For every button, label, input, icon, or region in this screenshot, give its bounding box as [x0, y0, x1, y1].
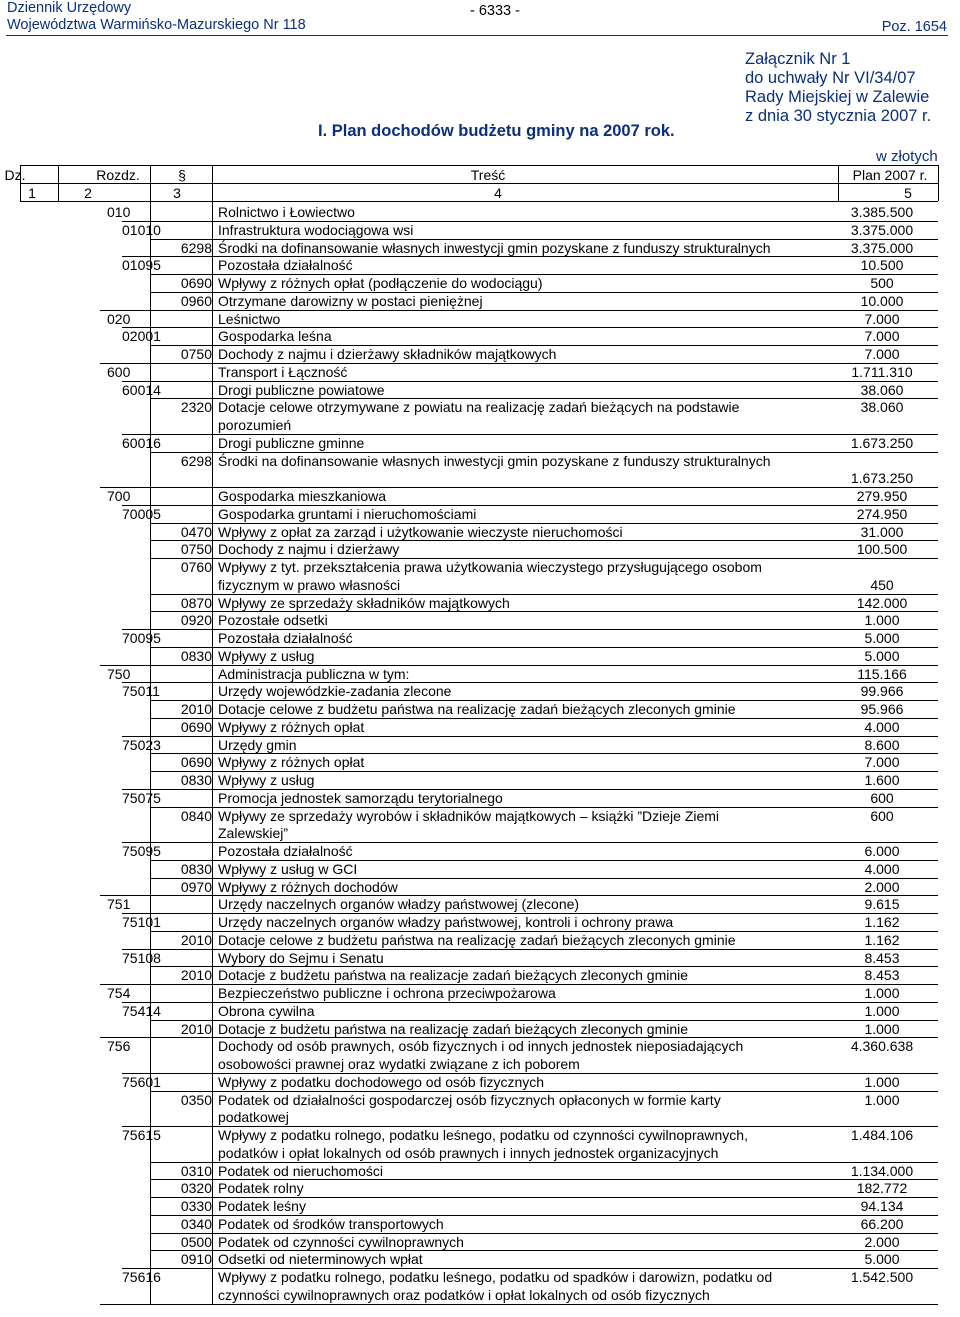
cell-rozdz: 75108 [122, 949, 161, 966]
cell-text: Środki na dofinansowanie własnych inwestycji gmin pozyskane z funduszy strukturalnych [218, 452, 771, 469]
cell-plan-value: 279.950 [856, 488, 908, 504]
cell-plan-value: 7.000 [864, 310, 900, 327]
cell-plan-value: 1.000 [864, 612, 900, 629]
cell-rozdz: 70005 [122, 505, 161, 522]
cell-paragraph: 2010 [180, 967, 212, 984]
cell-text: Gospodarka leśna [218, 328, 332, 345]
cell-rozdz: 70095 [122, 630, 161, 646]
cell-rozdz: 02001 [122, 328, 161, 345]
cell-rozdz: 75023 [122, 736, 161, 753]
cell-rozdz: 01010 [122, 221, 161, 238]
cell-plan-value: 38.060 [860, 381, 904, 398]
table-top-rule [20, 165, 938, 166]
cell-plan-value: 2.000 [864, 878, 900, 895]
col-header-tresc: Treść [470, 167, 506, 183]
cell-text: Urzędy naczelnych organów władzy państwowej (zlecone) [218, 896, 580, 913]
cell-dz: 756 [107, 1038, 131, 1055]
cell-rozdz: 01095 [122, 257, 161, 274]
cell-text: Urzędy gmin [218, 736, 297, 753]
cell-paragraph: 0690 [180, 754, 212, 771]
cell-rozdz: 60014 [122, 381, 161, 398]
cell-paragraph: 0500 [180, 1233, 212, 1250]
cell-paragraph: 0910 [180, 1251, 212, 1268]
cell-plan-value: 5.000 [864, 647, 900, 664]
cell-paragraph: 6298 [180, 239, 212, 256]
cell-text: Gospodarka mieszkaniowa [218, 488, 387, 504]
header-rule [20, 183, 938, 184]
journal-line-2: Województwa Warmińsko-Mazurskiego Nr 118 [7, 17, 306, 33]
col-header-plan: Plan 2007 r. [852, 167, 928, 183]
v-rule-rozdz [150, 165, 151, 1305]
cell-paragraph: 0960 [180, 292, 212, 309]
cell-dz: 600 [107, 363, 131, 380]
v-rule-dz [58, 165, 59, 201]
cell-text: Wpływy z usług [218, 647, 315, 664]
cell-text: Podatek od czynności cywilnoprawnych [218, 1233, 464, 1250]
cell-rozdz: 75075 [122, 789, 161, 806]
cell-text: Wpływy ze sprzedaży składników majątkowych [218, 594, 510, 611]
v-rule-left-header [20, 165, 21, 201]
cell-plan-value: 3.375.000 [850, 221, 914, 238]
cell-text: Dotacje z budżetu państwa na realizacje zadań bieżących zleconych gminie [218, 967, 689, 984]
cell-plan-value: 1.600 [864, 772, 900, 788]
col-number-5: 5 [904, 185, 912, 201]
cell-rozdz: 75601 [122, 1073, 161, 1090]
cell-text: Obrona cywilna [218, 1002, 315, 1019]
cell-paragraph: 6298 [180, 452, 212, 469]
cell-paragraph: 0310 [180, 1162, 212, 1179]
cell-plan-value: 1.000 [864, 1091, 900, 1108]
cell-dz: 020 [107, 310, 131, 327]
cell-paragraph: 0760 [180, 559, 212, 575]
cell-text: Podatek leśny [218, 1198, 306, 1214]
cell-rozdz: 60016 [122, 434, 161, 451]
cell-plan-value: 1.162 [864, 914, 900, 930]
plan-title: I. Plan dochodów budżetu gminy na 2007 rok. [318, 122, 675, 140]
cell-plan-value: 1.000 [864, 1073, 900, 1090]
cell-text: Dotacje celowe otrzymywane z powiatu na realizację zadań bieżących na podstawie [218, 399, 740, 416]
col-header-dz: Dz. [4, 167, 26, 183]
v-rule-paragraph [212, 165, 213, 1305]
cell-text: Podatek od działalności gospodarczej osób fizycznych opłaconych w formie karty [218, 1091, 721, 1108]
cell-paragraph: 0750 [180, 541, 212, 558]
cell-text: Dotacje celowe z budżetu państwa na realizację zadań bieżących zleconych gminie [218, 701, 736, 717]
cell-paragraph: 0470 [180, 523, 212, 540]
cell-paragraph: 2010 [180, 931, 212, 948]
cell-plan-value: 10.500 [860, 257, 904, 274]
cell-plan-value: 1.000 [864, 1002, 900, 1019]
cell-text: Wpływy z usług [218, 772, 315, 788]
cell-text: Dochody z najmu i dzierżawy składników majątkowych [218, 346, 557, 362]
cell-plan-value: 38.060 [860, 399, 904, 416]
cell-dz: 010 [107, 204, 131, 220]
cell-text: Bezpieczeństwo publiczne i ochrona przeciwpożarowa [218, 985, 556, 1001]
cell-text: porozumień [218, 417, 292, 433]
cell-text: Leśnictwo [218, 310, 281, 327]
annex-line-4: z dnia 30 stycznia 2007 r. [745, 107, 932, 125]
cell-dz: 751 [107, 896, 131, 913]
cell-plan-value: 1.484.106 [850, 1127, 914, 1143]
cell-dz: 754 [107, 985, 131, 1001]
annex-line-1: Załącznik Nr 1 [745, 50, 851, 68]
cell-text: Drogi publiczne powiatowe [218, 381, 385, 398]
cell-rozdz: 75101 [122, 914, 161, 930]
cell-text: Wpływy z podatku dochodowego od osób fizycznych [218, 1073, 545, 1090]
cell-plan-value: 4.000 [864, 718, 900, 735]
cell-text: podatków i opłat lokalnych od osób prawnych i innych jednostek organizacyjnych [218, 1144, 719, 1161]
cell-text: Wpływy z różnych opłat [218, 754, 365, 771]
col-header-paragraph: § [178, 167, 186, 183]
cell-paragraph: 0870 [180, 594, 212, 611]
cell-plan-value: 274.950 [856, 505, 908, 522]
cell-plan-value: 450 [870, 576, 894, 593]
cell-paragraph: 0830 [180, 860, 212, 877]
cell-plan-value: 7.000 [864, 754, 900, 771]
cell-plan-value: 7.000 [864, 328, 900, 345]
col-header-rozdz: Rozdz. [96, 167, 140, 183]
cell-text: Administracja publiczna w tym: [218, 665, 410, 682]
col-number-4: 4 [494, 185, 502, 201]
annex-line-2: do uchwały Nr VI/34/07 [745, 69, 916, 87]
cell-text: Drogi publiczne gminne [218, 434, 365, 451]
cell-paragraph: 0920 [180, 612, 212, 629]
cell-text: Pozostała działalność [218, 257, 353, 274]
v-rule-right-header [938, 165, 939, 201]
cell-text: Wpływy z różnych opłat (podłączenie do wodociągu) [218, 275, 543, 291]
cell-text: Środki na dofinansowanie własnych inwestycji gmin pozyskane z funduszy strukturalnych [218, 239, 771, 256]
cell-plan-value: 600 [870, 789, 894, 806]
cell-plan-value: 3.375.000 [850, 239, 914, 256]
cell-plan-value: 4.360.638 [850, 1038, 914, 1055]
cell-plan-value: 5.000 [864, 1251, 900, 1268]
cell-text: Wpływy ze sprzedaży wyrobów i składników majątkowych – książki ”Dzieje Ziemi [218, 807, 720, 824]
cell-paragraph: 2320 [180, 399, 212, 416]
cell-plan-value: 8.453 [864, 949, 900, 966]
cell-plan-value: 1.000 [864, 1020, 900, 1037]
cell-text: Wpływy z różnych opłat [218, 718, 365, 735]
cell-plan-value: 94.134 [860, 1198, 904, 1214]
cell-paragraph: 0750 [180, 346, 212, 362]
cell-text: Promocja jednostek samorządu terytorialnego [218, 789, 503, 806]
cell-text: Dotacje z budżetu państwa na realizację zadań bieżących zleconych gminie [218, 1020, 689, 1037]
cell-plan-value: 8.453 [864, 967, 900, 984]
cell-plan-value: 1.711.310 [851, 363, 913, 380]
cell-plan-value: 3.385.500 [850, 204, 914, 220]
cell-plan-value: 1.542.500 [850, 1269, 914, 1285]
cell-text: Podatek od środków transportowych [218, 1215, 444, 1232]
cell-plan-value: 182.772 [856, 1180, 908, 1197]
cell-text: Wpływy z różnych dochodów [218, 878, 398, 895]
cell-plan-value: 1.134.000 [850, 1162, 914, 1179]
cell-plan-value: 95.966 [860, 701, 904, 717]
cell-paragraph: 0330 [180, 1198, 212, 1214]
cell-rozdz: 75011 [122, 683, 160, 700]
v-rule-plan [838, 165, 839, 201]
cell-plan-value: 6.000 [864, 843, 900, 859]
cell-text: Dochody z najmu i dzierżawy [218, 541, 400, 558]
cell-text: Transport i Łączność [218, 363, 348, 380]
cell-plan-value: 1.673.250 [850, 434, 914, 451]
cell-text: Dotacje celowe z budżetu państwa na realizację zadań bieżących zleconych gminie [218, 931, 736, 948]
cell-text: Wpływy z podatku rolnego, podatku leśnego, podatku od spadków i darowizn, podatku od [218, 1269, 773, 1285]
cell-paragraph: 0970 [180, 878, 212, 895]
cell-text: czynności cywilnoprawnych oraz podatków i opłat lokalnych od osób fizycznych [218, 1286, 710, 1303]
cell-text: Odsetki od nieterminowych wpłat [218, 1251, 423, 1268]
cell-text: Wpływy z tyt. przekształcenia prawa użytkowania wieczystego przysługującego osobom [218, 559, 762, 575]
cell-plan-value: 66.200 [860, 1215, 904, 1232]
cell-paragraph: 2010 [180, 701, 212, 717]
cell-text: Pozostała działalność [218, 843, 353, 859]
page-number: - 6333 - [470, 3, 520, 19]
cell-text: Gospodarka gruntami i nieruchomościami [218, 505, 477, 522]
cell-plan-value: 100.500 [856, 541, 908, 558]
cell-plan-value: 1.000 [864, 985, 900, 1001]
cell-text: Otrzymane darowizny w postaci pieniężnej [218, 292, 483, 309]
cell-plan-value: 31.000 [860, 523, 904, 540]
cell-rozdz: 75616 [122, 1269, 161, 1285]
cell-plan-value: 4.000 [864, 860, 900, 877]
cell-text: podatkowej [218, 1109, 289, 1126]
row-rule [100, 1304, 938, 1305]
cell-paragraph: 0340 [180, 1215, 212, 1232]
cell-text: Infrastruktura wodociągowa wsi [218, 221, 414, 238]
cell-text: Rolnictwo i Łowiectwo [218, 204, 355, 220]
currency-label: w złotych [876, 148, 938, 165]
cell-text: Pozostała działalność [218, 630, 353, 646]
annex-line-3: Rady Miejskiej w Zalewie [745, 88, 930, 106]
col-number-1: 1 [28, 185, 36, 201]
cell-text: Urzędy wojewódzkie-zadania zlecone [218, 683, 452, 700]
cell-text: Podatek rolny [218, 1180, 304, 1197]
cell-paragraph: 0690 [180, 718, 212, 735]
cell-text: Wybory do Sejmu i Senatu [218, 949, 384, 966]
cell-plan-value: 115.166 [857, 665, 907, 682]
cell-text: Wpływy z opłat za zarząd i użytkowanie wieczyste nieruchomości [218, 523, 623, 540]
cell-paragraph: 0830 [180, 772, 212, 788]
cell-text: fizycznym w prawo własności [218, 576, 401, 593]
cell-text: Urzędy naczelnych organów władzy państwowej, kontroli i ochrony prawa [218, 914, 674, 930]
cell-plan-value: 2.000 [864, 1233, 900, 1250]
cell-text: Wpływy z usług w GCI [218, 860, 358, 877]
cell-dz: 750 [107, 665, 131, 682]
cell-plan-value: 9.615 [864, 896, 900, 913]
cell-plan-value: 142.000 [856, 594, 908, 611]
cell-plan-value: 1.673.250 [850, 470, 914, 487]
cell-plan-value: 8.600 [864, 736, 900, 753]
cell-paragraph: 0690 [180, 275, 212, 291]
cell-paragraph: 0830 [180, 647, 212, 664]
header-bottom-rule [20, 201, 938, 202]
cell-text: Podatek od nieruchomości [218, 1162, 383, 1179]
cell-paragraph: 0320 [180, 1180, 212, 1197]
cell-paragraph: 0350 [180, 1091, 212, 1108]
cell-text: Dochody od osób prawnych, osób fizycznych i od innych jednostek nieposiadających [218, 1038, 744, 1055]
position-number: Poz. 1654 [881, 19, 947, 35]
cell-rozdz: 75615 [122, 1127, 161, 1143]
cell-plan-value: 99.966 [860, 683, 904, 700]
cell-text: Zalewskiej” [218, 825, 289, 842]
col-number-2: 2 [84, 185, 92, 201]
cell-text: Wpływy z podatku rolnego, podatku leśnego, podatku od czynności cywilnoprawnych, [218, 1127, 748, 1143]
col-number-3: 3 [173, 185, 181, 201]
cell-paragraph: 0840 [180, 807, 212, 824]
cell-rozdz: 75414 [122, 1002, 161, 1019]
cell-text: osobowości prawnej oraz wydatki związane z ich poborem [218, 1056, 580, 1072]
cell-plan-value: 500 [870, 275, 894, 291]
cell-plan-value: 10.000 [860, 292, 904, 309]
cell-plan-value: 5.000 [864, 630, 900, 646]
journal-line-1: Dziennik Urzędowy [7, 0, 132, 16]
cell-plan-value: 600 [870, 807, 894, 824]
cell-plan-value: 7.000 [864, 346, 900, 362]
cell-dz: 700 [107, 488, 131, 504]
cell-plan-value: 1.162 [864, 931, 900, 948]
cell-paragraph: 2010 [180, 1020, 212, 1037]
cell-text: Pozostałe odsetki [218, 612, 328, 629]
cell-rozdz: 75095 [122, 843, 161, 859]
